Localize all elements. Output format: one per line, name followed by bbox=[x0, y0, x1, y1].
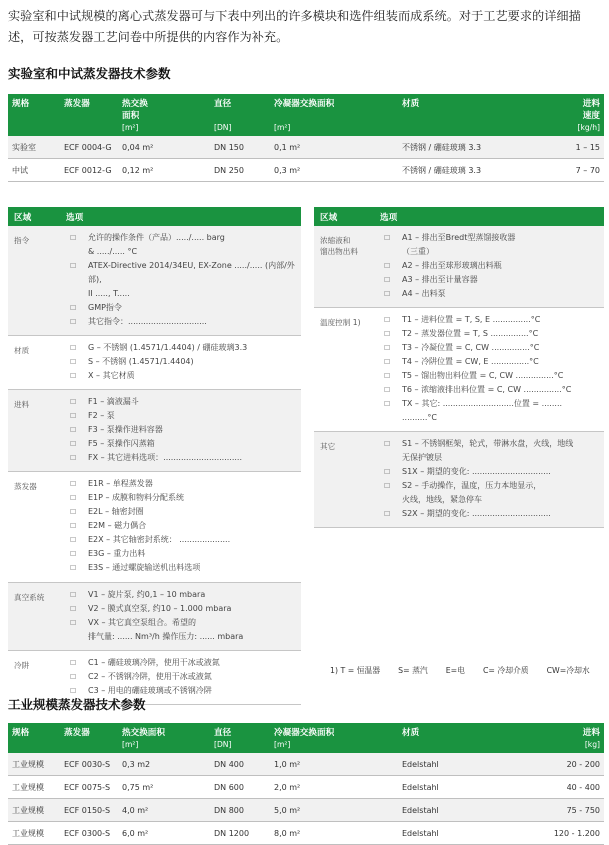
option-item[interactable] bbox=[380, 437, 598, 465]
option-text: T4 – 冷阱位置 = CW, E ...............°C bbox=[402, 357, 539, 366]
options-left-header bbox=[8, 207, 301, 226]
industrial-table-header bbox=[8, 723, 604, 738]
table-cell: Edelstahl bbox=[398, 822, 546, 845]
option-text: A2 – 排出至球形玻璃出料瓶 bbox=[402, 261, 502, 270]
column-unit bbox=[60, 121, 118, 136]
column-header: 冷凝器交换面积 bbox=[270, 94, 398, 121]
checkbox-icon[interactable]: ☐ bbox=[384, 290, 391, 298]
option-item[interactable] bbox=[66, 369, 295, 383]
option-item[interactable] bbox=[380, 259, 598, 273]
checkbox-icon[interactable]: ☐ bbox=[384, 468, 391, 476]
option-text: C1 – 硼硅玻璃冷阱，使用干冰或液氮 bbox=[88, 658, 220, 667]
table-row bbox=[8, 136, 604, 159]
checkbox-icon[interactable]: ☐ bbox=[384, 482, 391, 490]
option-text: TX – 其它: ............................位置 = ........ ..........°C bbox=[402, 399, 563, 422]
option-item[interactable] bbox=[380, 465, 598, 479]
checkbox-icon[interactable]: ☐ bbox=[384, 386, 391, 394]
checkbox-icon[interactable]: ☐ bbox=[70, 673, 77, 681]
checkbox-icon[interactable]: ☐ bbox=[70, 659, 77, 667]
table-cell: 0,04 m² bbox=[118, 136, 210, 159]
checkbox-icon[interactable]: ☐ bbox=[384, 358, 391, 366]
option-text: X – 其它材质 bbox=[88, 371, 135, 380]
option-area-label: 材质 bbox=[8, 336, 60, 390]
checkbox-icon[interactable]: ☐ bbox=[384, 276, 391, 284]
table-cell: 0,3 m² bbox=[270, 159, 398, 182]
industrial-table-units bbox=[8, 738, 604, 753]
column-header: 热交换面积 bbox=[118, 723, 210, 738]
checkbox-icon[interactable]: ☐ bbox=[70, 358, 77, 366]
table-cell: 5,0 m² bbox=[270, 799, 398, 822]
option-item[interactable] bbox=[66, 519, 295, 533]
option-text: 其它指令：............................... bbox=[88, 317, 207, 326]
checkbox-icon[interactable]: ☐ bbox=[384, 316, 391, 324]
table-cell: 4,0 m² bbox=[118, 799, 210, 822]
option-items bbox=[374, 226, 604, 308]
option-item[interactable] bbox=[66, 451, 295, 465]
option-items bbox=[60, 226, 301, 336]
column-header: 规格 bbox=[8, 723, 60, 738]
option-item[interactable] bbox=[66, 491, 295, 505]
table-cell: ECF 0004-G bbox=[60, 136, 118, 159]
checkbox-icon[interactable]: ☐ bbox=[384, 330, 391, 338]
option-group bbox=[8, 390, 301, 472]
option-text: E1P – 成膜和物料分配系统 bbox=[88, 493, 185, 502]
option-area-label: 其它 bbox=[314, 432, 374, 528]
table-row bbox=[8, 776, 604, 799]
checkbox-icon[interactable]: ☐ bbox=[70, 426, 77, 434]
option-item[interactable] bbox=[66, 602, 295, 616]
option-text: E2M – 磁力偶合 bbox=[88, 521, 147, 530]
industrial-spec-table bbox=[8, 723, 604, 845]
option-text: S2 – 手动操作，温度，压力本地显示， 火线，地线，紧急停车 bbox=[402, 481, 542, 504]
column-unit bbox=[60, 738, 118, 753]
option-text: 允许的操作条件（产品）...../..... barg & ...../..... °C bbox=[88, 233, 225, 256]
option-item[interactable] bbox=[380, 369, 598, 383]
option-text: T3 – 冷凝位置 = C, CW ...............°C bbox=[402, 343, 540, 352]
option-group bbox=[314, 308, 604, 432]
column-unit: [m²] bbox=[270, 738, 398, 753]
option-items bbox=[60, 390, 301, 472]
option-group bbox=[8, 226, 301, 336]
option-item[interactable] bbox=[66, 301, 295, 315]
checkbox-icon[interactable]: ☐ bbox=[70, 564, 77, 572]
option-text: E3G – 重力出料 bbox=[88, 549, 146, 558]
checkbox-icon[interactable]: ☐ bbox=[70, 318, 77, 326]
options-table-right bbox=[314, 207, 604, 528]
option-area-label: 蒸发器 bbox=[8, 472, 60, 583]
checkbox-icon[interactable]: ☐ bbox=[384, 262, 391, 270]
temperature-footnote bbox=[330, 665, 608, 676]
option-group bbox=[8, 336, 301, 390]
option-item[interactable] bbox=[66, 409, 295, 423]
options-table-left bbox=[8, 207, 301, 705]
checkbox-icon[interactable]: ☐ bbox=[70, 234, 77, 242]
table-cell: DN 250 bbox=[210, 159, 270, 182]
column-header: 选项 bbox=[374, 207, 604, 226]
option-text: E2X – 其它轴密封系统： .................... bbox=[88, 535, 231, 544]
table-cell: ECF 0150-S bbox=[60, 799, 118, 822]
table-row bbox=[8, 799, 604, 822]
table-cell: DN 400 bbox=[210, 753, 270, 776]
checkbox-icon[interactable]: ☐ bbox=[70, 508, 77, 516]
footnote-item: S= 蒸汽 bbox=[398, 666, 428, 675]
options-left-body bbox=[8, 226, 301, 705]
option-text: S1 – 不锈钢框架，轮式，带淋水盘，火线，地线 无保护镀层 bbox=[402, 439, 574, 462]
option-text: FX – 其它进料选项：............................... bbox=[88, 453, 242, 462]
checkbox-icon[interactable]: ☐ bbox=[70, 494, 77, 502]
option-items bbox=[60, 583, 301, 651]
checkbox-icon[interactable]: ☐ bbox=[384, 234, 391, 242]
checkbox-icon[interactable]: ☐ bbox=[70, 550, 77, 558]
option-area-label: 温度控制 1) bbox=[314, 308, 374, 432]
option-text: T6 – 浓缩液排出料位置 = C, CW ...............°C bbox=[402, 385, 572, 394]
lab-table-header bbox=[8, 94, 604, 121]
checkbox-icon[interactable]: ☐ bbox=[70, 398, 77, 406]
table-cell: 0,3 m2 bbox=[118, 753, 210, 776]
column-unit: [DN] bbox=[210, 121, 270, 136]
column-header: 材质 bbox=[398, 94, 546, 121]
option-text: A3 – 排出至计量容器 bbox=[402, 275, 478, 284]
table-row bbox=[8, 822, 604, 845]
column-unit: [m²] bbox=[118, 738, 210, 753]
column-header: 规格 bbox=[8, 94, 60, 121]
table-cell: 工业规模 bbox=[8, 753, 60, 776]
column-header: 热交换 面积 bbox=[118, 94, 210, 121]
intro-paragraph: 实验室和中试规模的离心式蒸发器可与下表中列出的许多模块和选件组装而成系统。对于工艺要求的详细描述，可按蒸发器工艺问卷中所提供的内容作为补充。 bbox=[8, 9, 581, 44]
footnote-item: CW=冷却水 bbox=[546, 666, 590, 675]
checkbox-icon[interactable]: ☐ bbox=[384, 510, 391, 518]
option-item[interactable] bbox=[66, 533, 295, 547]
option-text: T5 – 馏出物出料位置 = C, CW ...............°C bbox=[402, 371, 564, 380]
option-text: C2 – 不锈钢冷阱，使用干冰或液氮 bbox=[88, 672, 212, 681]
column-header: 区域 bbox=[8, 207, 60, 226]
industrial-table-body bbox=[8, 753, 604, 845]
column-header: 蒸发器 bbox=[60, 723, 118, 738]
option-text: VX – 其它真空泵组合。希望的 排气量: ...... Nm³/h 操作压力: ...... mbara bbox=[88, 618, 244, 641]
option-area-label: 指令 bbox=[8, 226, 60, 336]
column-header: 选项 bbox=[60, 207, 301, 226]
option-text: V1 – 旋片泵, 约0,1 – 10 mbara bbox=[88, 590, 206, 599]
column-header: 进料 速度 bbox=[546, 94, 604, 121]
checkbox-icon[interactable]: ☐ bbox=[70, 412, 77, 420]
option-item[interactable] bbox=[66, 656, 295, 670]
table-cell: 7 – 70 bbox=[546, 159, 604, 182]
column-header: 材质 bbox=[398, 723, 546, 738]
table-cell: ECF 0030-S bbox=[60, 753, 118, 776]
option-area-label: 浓缩液和 馏出物出料 bbox=[314, 226, 374, 308]
option-item[interactable] bbox=[380, 273, 598, 287]
option-item[interactable] bbox=[66, 616, 295, 644]
table-cell: ECF 0075-S bbox=[60, 776, 118, 799]
option-text: S – 不锈钢 (1.4571/1.4404) bbox=[88, 357, 194, 366]
table-cell: 0,75 m² bbox=[118, 776, 210, 799]
table-cell: 120 - 1.200 bbox=[546, 822, 604, 845]
checkbox-icon[interactable]: ☐ bbox=[70, 522, 77, 530]
table-cell: DN 150 bbox=[210, 136, 270, 159]
option-item[interactable] bbox=[66, 505, 295, 519]
lab-section-title: 实验室和中试蒸发器技术参数 bbox=[8, 66, 171, 81]
column-unit: [DN] bbox=[210, 738, 270, 753]
column-header: 直径 bbox=[210, 94, 270, 121]
checkbox-icon[interactable]: ☐ bbox=[384, 344, 391, 352]
column-unit bbox=[8, 121, 60, 136]
column-header: 直径 bbox=[210, 723, 270, 738]
column-header: 蒸发器 bbox=[60, 94, 118, 121]
checkbox-icon[interactable]: ☐ bbox=[70, 605, 77, 613]
option-item[interactable] bbox=[380, 341, 598, 355]
option-item[interactable] bbox=[380, 355, 598, 369]
option-text: S1X – 期望的变化: ............................... bbox=[402, 467, 551, 476]
column-unit: [m²] bbox=[118, 121, 210, 136]
checkbox-icon[interactable]: ☐ bbox=[70, 262, 77, 270]
option-item[interactable] bbox=[66, 547, 295, 561]
footnote-item: 1) T = 恒温器 bbox=[330, 666, 381, 675]
option-text: E2L – 轴密封圈 bbox=[88, 507, 144, 516]
option-item[interactable] bbox=[380, 507, 598, 521]
option-item[interactable] bbox=[66, 423, 295, 437]
checkbox-icon[interactable]: ☐ bbox=[70, 687, 77, 695]
option-text: ATEX-Directive 2014/34EU, EX-Zone ...../..... (内部/外部), II ....., T..... bbox=[88, 261, 295, 298]
option-text: F5 – 泵操作闪蒸箱 bbox=[88, 439, 155, 448]
option-item[interactable] bbox=[66, 395, 295, 409]
option-item[interactable] bbox=[66, 588, 295, 602]
option-item[interactable] bbox=[380, 479, 598, 507]
table-cell: Edelstahl bbox=[398, 776, 546, 799]
table-cell: 工业规模 bbox=[8, 822, 60, 845]
option-group bbox=[8, 583, 301, 651]
table-cell: 工业规模 bbox=[8, 799, 60, 822]
table-cell: ECF 0300-S bbox=[60, 822, 118, 845]
option-group bbox=[8, 472, 301, 583]
table-cell: 0,12 m² bbox=[118, 159, 210, 182]
option-item[interactable] bbox=[380, 231, 598, 259]
option-item[interactable] bbox=[380, 327, 598, 341]
option-text: A1 – 排出至Bredt型蒸馏接收器 （三重） bbox=[402, 233, 516, 256]
checkbox-icon[interactable]: ☐ bbox=[384, 400, 391, 408]
table-cell: 不锈钢 / 硼硅玻璃 3.3 bbox=[398, 159, 546, 182]
options-right-body bbox=[314, 226, 604, 528]
table-cell: Edelstahl bbox=[398, 799, 546, 822]
option-text: A4 – 出料泵 bbox=[402, 289, 446, 298]
table-cell: 2,0 m² bbox=[270, 776, 398, 799]
checkbox-icon[interactable]: ☐ bbox=[70, 304, 77, 312]
checkbox-icon[interactable]: ☐ bbox=[70, 619, 77, 627]
option-item[interactable] bbox=[380, 397, 598, 425]
option-item[interactable] bbox=[66, 231, 295, 259]
option-group bbox=[314, 226, 604, 308]
option-text: G – 不锈钢 (1.4571/1.4404) / 硼硅玻璃3.3 bbox=[88, 343, 248, 352]
option-items bbox=[374, 308, 604, 432]
checkbox-icon[interactable]: ☐ bbox=[70, 480, 77, 488]
column-unit bbox=[398, 121, 546, 136]
option-area-label: 进料 bbox=[8, 390, 60, 472]
table-cell: 工业规模 bbox=[8, 776, 60, 799]
option-item[interactable] bbox=[66, 670, 295, 684]
option-text: F2 – 泵 bbox=[88, 411, 115, 420]
checkbox-icon[interactable]: ☐ bbox=[70, 454, 77, 462]
column-header: 冷凝器交换面积 bbox=[270, 723, 398, 738]
option-items bbox=[374, 432, 604, 528]
table-cell: 6,0 m² bbox=[118, 822, 210, 845]
column-header: 区域 bbox=[314, 207, 374, 226]
option-item[interactable] bbox=[66, 477, 295, 491]
option-item[interactable] bbox=[380, 287, 598, 301]
option-text: T2 – 蒸发器位置 = T, S ...............°C bbox=[402, 329, 539, 338]
footnote-item: C= 冷却介质 bbox=[482, 666, 529, 675]
option-item[interactable] bbox=[66, 341, 295, 355]
checkbox-icon[interactable]: ☐ bbox=[70, 344, 77, 352]
option-text: T1 – 进料位置 = T, S, E ...............°C bbox=[402, 315, 541, 324]
option-item[interactable] bbox=[380, 383, 598, 397]
option-text: F1 – 滴液漏斗 bbox=[88, 397, 139, 406]
options-right-header bbox=[314, 207, 604, 226]
table-cell: ECF 0012-G bbox=[60, 159, 118, 182]
option-item[interactable] bbox=[66, 355, 295, 369]
table-row bbox=[8, 753, 604, 776]
table-row bbox=[8, 159, 604, 182]
table-cell: 0,1 m² bbox=[270, 136, 398, 159]
lab-table-units bbox=[8, 121, 604, 136]
option-item[interactable] bbox=[66, 259, 295, 301]
checkbox-icon[interactable]: ☐ bbox=[384, 440, 391, 448]
option-group bbox=[314, 432, 604, 528]
column-unit bbox=[398, 738, 546, 753]
table-cell: 75 - 750 bbox=[546, 799, 604, 822]
option-text: GMP指令 bbox=[88, 303, 122, 312]
table-cell: 40 - 400 bbox=[546, 776, 604, 799]
option-item[interactable] bbox=[66, 561, 295, 575]
table-cell: 20 - 200 bbox=[546, 753, 604, 776]
checkbox-icon[interactable]: ☐ bbox=[70, 440, 77, 448]
table-cell: DN 600 bbox=[210, 776, 270, 799]
table-cell: DN 800 bbox=[210, 799, 270, 822]
column-header: 进料 bbox=[546, 723, 604, 738]
option-text: E3S – 通过螺旋输送机出料选项 bbox=[88, 563, 201, 572]
table-cell: 不锈钢 / 硼硅玻璃 3.3 bbox=[398, 136, 546, 159]
option-text: F3 – 泵操作进料容器 bbox=[88, 425, 163, 434]
column-unit: [kg/h] bbox=[546, 121, 604, 136]
column-unit bbox=[8, 738, 60, 753]
option-text: S2X – 期望的变化: ............................... bbox=[402, 509, 551, 518]
table-cell: 实验室 bbox=[8, 136, 60, 159]
table-cell: Edelstahl bbox=[398, 753, 546, 776]
column-unit: [m²] bbox=[270, 121, 398, 136]
table-cell: 8,0 m² bbox=[270, 822, 398, 845]
option-text: C3 – 用电的硼硅玻璃或不锈钢冷阱 bbox=[88, 686, 212, 695]
footnote-item: E=电 bbox=[445, 666, 465, 675]
option-text: E1R – 单程蒸发器 bbox=[88, 479, 153, 488]
option-item[interactable] bbox=[66, 315, 295, 329]
option-area-label: 冷阱 bbox=[8, 651, 60, 705]
option-item[interactable] bbox=[380, 313, 598, 327]
checkbox-icon[interactable]: ☐ bbox=[70, 591, 77, 599]
lab-spec-table bbox=[8, 94, 604, 182]
checkbox-icon[interactable]: ☐ bbox=[70, 372, 77, 380]
checkbox-icon[interactable]: ☐ bbox=[384, 372, 391, 380]
column-unit: [kg] bbox=[546, 738, 604, 753]
option-items bbox=[60, 472, 301, 583]
option-text: V2 – 膜式真空泵, 约10 – 1.000 mbara bbox=[88, 604, 232, 613]
option-item[interactable] bbox=[66, 437, 295, 451]
table-cell: 1,0 m² bbox=[270, 753, 398, 776]
table-cell: 1 – 15 bbox=[546, 136, 604, 159]
industrial-section-title: 工业规模蒸发器技术参数 bbox=[8, 697, 146, 712]
lab-table-body bbox=[8, 136, 604, 182]
option-area-label: 真空系统 bbox=[8, 583, 60, 651]
table-cell: 中试 bbox=[8, 159, 60, 182]
table-cell: DN 1200 bbox=[210, 822, 270, 845]
checkbox-icon[interactable]: ☐ bbox=[70, 536, 77, 544]
option-items bbox=[60, 336, 301, 390]
